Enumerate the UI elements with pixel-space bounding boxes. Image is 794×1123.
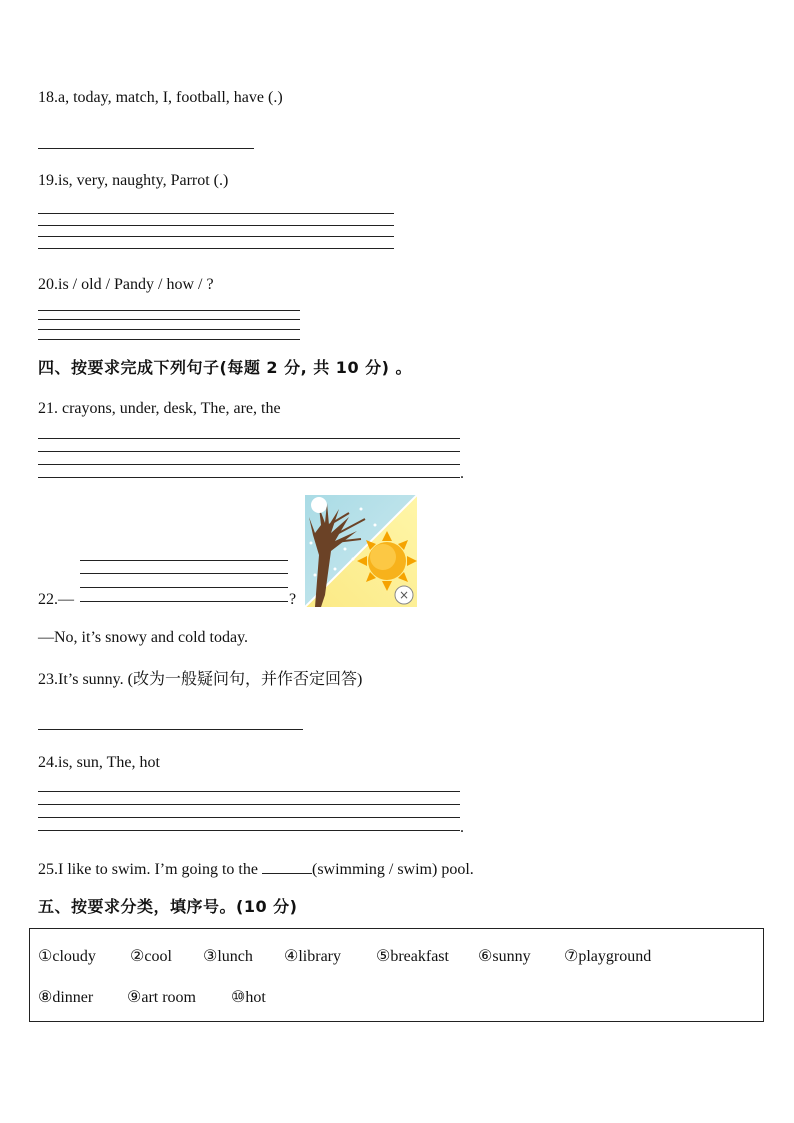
q18-text: 18.a, today, match, I, football, have (.) xyxy=(38,89,283,106)
option-word: cloudy xyxy=(52,948,96,965)
q19-answer-line xyxy=(38,248,394,249)
q22-answer-line xyxy=(80,573,288,574)
option-word: playground xyxy=(578,948,652,965)
option-number: ⑤ xyxy=(376,948,391,965)
option-item xyxy=(478,946,531,966)
q22-prefix: 22.— xyxy=(38,591,74,608)
option-item xyxy=(284,946,341,966)
q24-answer-line xyxy=(38,804,460,805)
q23-text: 23.It’s sunny. (改为一般疑问句，并作否定回答) xyxy=(38,671,363,688)
option-number: ③ xyxy=(203,948,218,965)
q19-answer-line xyxy=(38,213,394,214)
option-word: breakfast xyxy=(390,948,449,965)
option-item xyxy=(564,946,651,966)
option-number: ⑥ xyxy=(478,948,493,965)
q20-answer-line xyxy=(38,319,300,320)
q22-answer-line xyxy=(80,587,288,588)
options-box xyxy=(29,928,764,1022)
q20-text: 20.is / old / Pandy / how / ? xyxy=(38,276,214,293)
option-number: ① xyxy=(38,948,53,965)
close-glyph: × xyxy=(398,588,410,602)
option-number: ④ xyxy=(284,948,299,965)
q24-period: . xyxy=(460,819,464,836)
q20-answer-line xyxy=(38,310,300,311)
q21-period: . xyxy=(460,465,464,482)
option-number: ⑨ xyxy=(127,989,142,1006)
option-item xyxy=(127,987,196,1007)
option-item xyxy=(376,946,449,966)
section5-heading: 五、按要求分类，填序号。(10 分) xyxy=(38,897,298,916)
q25-text xyxy=(38,857,474,880)
q25-blank[interactable] xyxy=(262,857,312,874)
option-word: lunch xyxy=(217,948,253,965)
weather-picture xyxy=(305,495,417,607)
q18-answer-line xyxy=(38,148,254,149)
snow-and-sun-illustration xyxy=(305,495,417,607)
q24-text: 24.is, sun, The, hot xyxy=(38,754,160,771)
q21-text: 21. crayons, under, desk, The, are, the xyxy=(38,400,281,417)
section4-heading: 四、按要求完成下列句子(每题 2 分, 共 10 分) 。 xyxy=(38,358,413,377)
q19-answer-line xyxy=(38,225,394,226)
q21-answer-line xyxy=(38,438,460,439)
q22-question-mark: ? xyxy=(289,591,297,608)
option-item xyxy=(38,946,96,966)
option-number: ⑧ xyxy=(38,989,53,1006)
q22-answer-line xyxy=(80,560,288,561)
option-word: dinner xyxy=(52,989,94,1006)
q22-answer-line xyxy=(80,601,288,602)
option-item xyxy=(38,987,93,1007)
q19-text: 19.is, very, naughty, Parrot (.) xyxy=(38,172,229,189)
option-number: ② xyxy=(130,948,145,965)
q22-answer: —No, it’s snowy and cold today. xyxy=(38,629,249,646)
option-number: ⑦ xyxy=(564,948,579,965)
q24-answer-line xyxy=(38,791,460,792)
q25-text-before: 25.I like to swim. I’m going to the xyxy=(38,861,262,878)
option-word: sunny xyxy=(492,948,531,965)
q25-text-after: (swimming / swim) pool. xyxy=(311,861,474,878)
option-item xyxy=(203,946,253,966)
option-item xyxy=(130,946,172,966)
option-number: ⑩ xyxy=(231,989,246,1006)
q21-answer-line xyxy=(38,451,460,452)
q21-answer-line xyxy=(38,464,460,465)
q24-answer-line xyxy=(38,830,460,831)
q20-answer-line xyxy=(38,339,300,340)
q21-answer-line xyxy=(38,477,460,478)
option-item xyxy=(231,987,266,1007)
q23-answer-line xyxy=(38,729,303,730)
option-word: library xyxy=(298,948,341,965)
q20-answer-line xyxy=(38,329,300,330)
q24-answer-line xyxy=(38,817,460,818)
option-word: hot xyxy=(245,989,266,1006)
q19-answer-line xyxy=(38,236,394,237)
option-word: cool xyxy=(144,948,172,965)
option-word: art room xyxy=(141,989,196,1006)
